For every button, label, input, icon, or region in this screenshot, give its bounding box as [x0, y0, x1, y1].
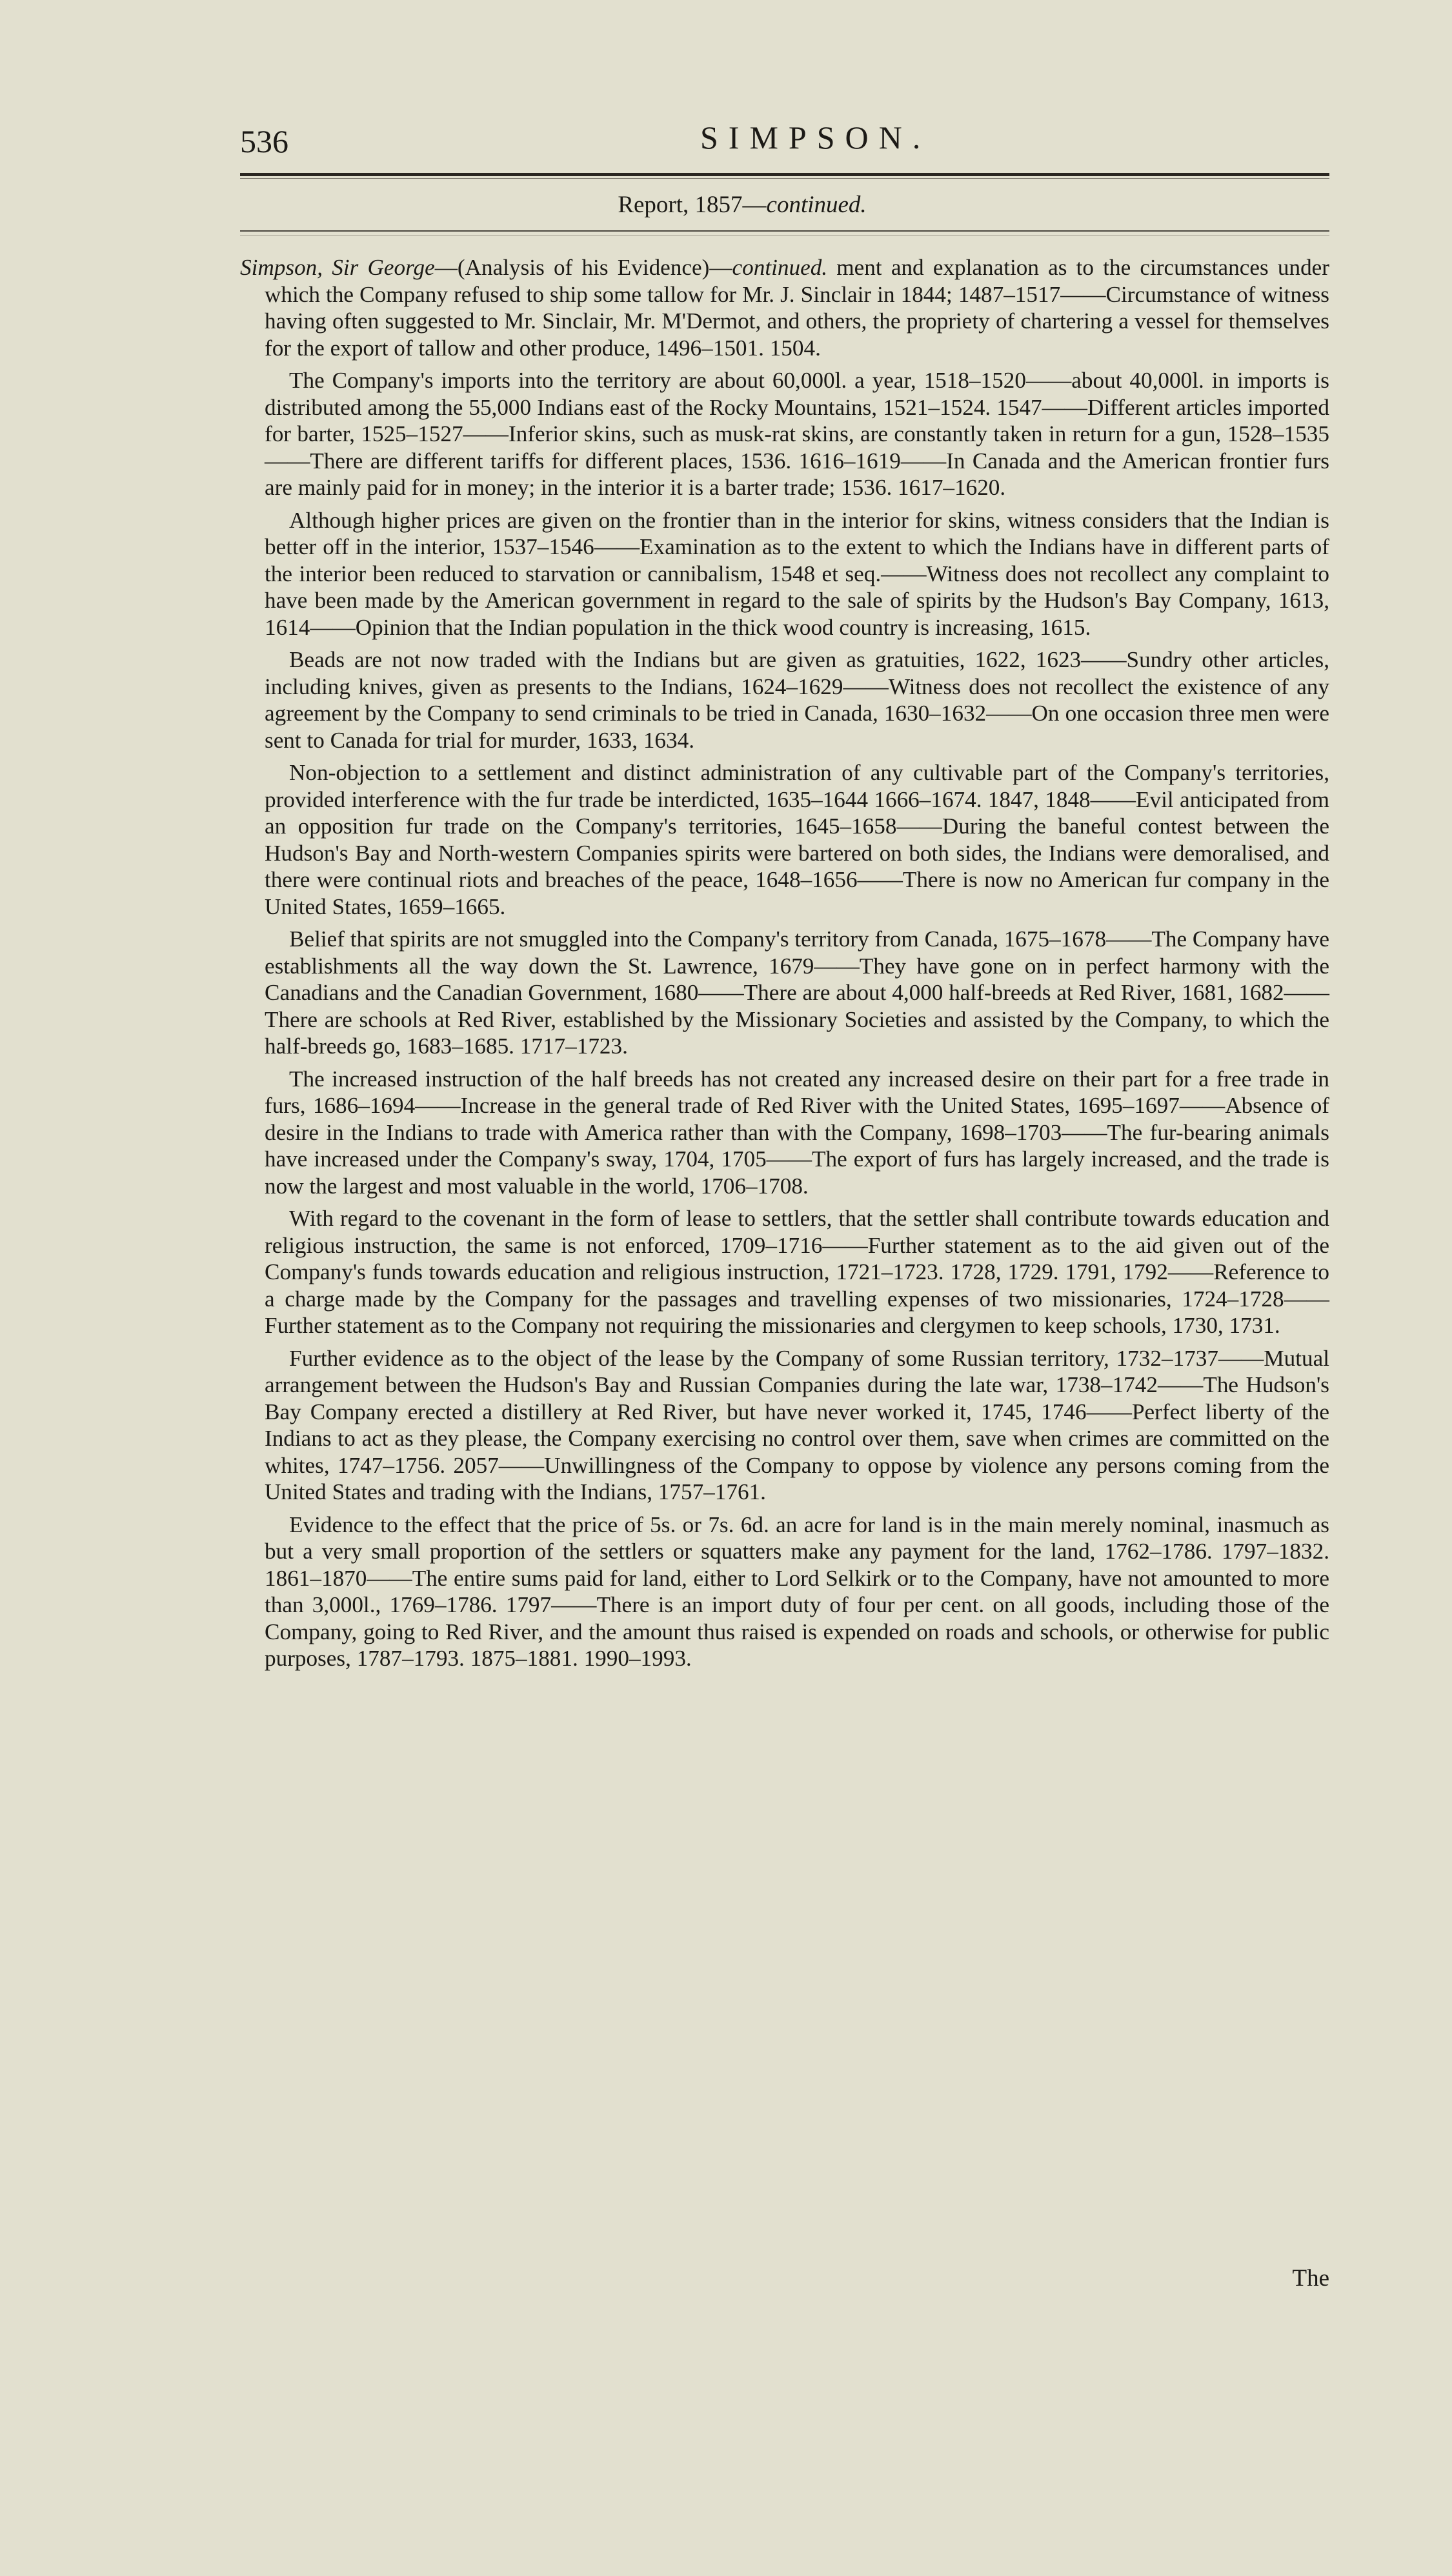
paragraph: Evidence to the effect that the price of 5s. or 7s. 6d. an acre for land is in the main merely nominal, inasmuch as but a very small proportion of the settlers or squatters make any payment for the land, 1762–1786. 1797–1832. 1861–1870——The entire sums paid for land, either to Lord Selkirk or to the Company, have not amounted to more than 3,000l., 1769–1786. 1797——There is an import duty of four per cent. on all goods, including those of the Company, going to Red River, and the amount thus raised is expended on roads and schools, or otherwise for public purposes, 1787–1793. 1875–1881. 1990–1993.: [265, 1512, 1329, 1671]
paragraph: The increased instruction of the half breeds has not created any increased desire on their part for a free trade in furs, 1686–1694——Increase in the general trade of Red River with the United States, 1695–1697——Absence of desire in the Indians to trade with America rather than with the Company, 1698–1703——The fur-bearing animals have increased under the Company's sway, 1704, 1705——The export of furs has largely increased, and the trade is now the largest and most valuable in the world, 1706–1708.: [265, 1066, 1329, 1199]
entry-lead-paragraph: [240, 254, 1329, 361]
catchword: The: [1292, 2265, 1329, 2291]
paragraph: With regard to the covenant in the form of lease to settlers, that the settler shall contribute towards education and religious instruction, the same is not enforced, 1709–1716——Further statement as to the aid given out of the Company's funds towards education and religious instruction, 1721–1723. 1728, 1729. 1791, 1792——Reference to a charge made by the Company for the passages and travelling expenses of two missionaries, 1724–1728——Further statement as to the Company not requiring the missionaries and clergymen to keep schools, 1730, 1731.: [265, 1206, 1329, 1338]
report-subheading: Report, 1857—continued.: [618, 192, 867, 218]
report-label: Report, 1857: [618, 192, 743, 218]
running-title: SIMPSON.: [700, 119, 931, 155]
paragraph: Further evidence as to the object of the lease by the Company of some Russian territory, 1732–1737——Mutual arrangement between the Hudson's Bay and Russian Companies during the late war, 1738–1742——The Hudson's Bay Company erected a distillery at Red River, but have never worked it, 1745, 1746——Perfect liberty of the Indians to act as they please, the Company exercising no control over them, save when crimes are committed on the whites, 1747–1756. 2057——Unwillingness of the Company to oppose by violence any persons coming from the United States and trading with the Indians, 1757–1761.: [265, 1345, 1329, 1504]
paragraph: Although higher prices are given on the frontier than in the interior for skins, witness considers that the Indian is better off in the interior, 1537–1546——Examination as to the extent to which the Indians have in different parts of the interior been reduced to starvation or cannibalism, 1548 et seq.——Witness does not recollect any complaint to have been made by the American government in regard to the sale of spirits by the Hudson's Bay Company, 1613, 1614——Opinion that the Indian population in the thick wood country is increasing, 1615.: [265, 507, 1329, 640]
paragraph: Non-objection to a settlement and distinct administration of any cultivable part of the Company's territories, provided interference with the fur trade be interdicted, 1635–1644 1666–1674. 1847, 1848——Evil anticipated from an opposition fur trade on the Company's territories, 1645–1658——During the baneful contest between the Hudson's Bay and North-western Companies spirits were bartered on both sides, the Indians were demoralised, and there were continual riots and breaches of the peace, 1648–1656——There is now no American fur company in the United States, 1659–1665.: [265, 760, 1329, 919]
paragraph: Belief that spirits are not smuggled into the Company's territory from Canada, 1675–1678——The Company have establishments all the way down the St. Lawrence, 1679——They have gone on in perfect harmony with the Canadians and the Canadian Government, 1680——There are about 4,000 half-breeds at Red River, 1681, 1682——There are schools at Red River, established by the Missionary Societies and assisted by the Company, to which the half-breeds go, 1683–1685. 1717–1723.: [265, 926, 1329, 1059]
entry-analysis: —(Analysis of his Evidence)—: [434, 255, 732, 280]
header-rule: [240, 173, 1329, 176]
header-rule-thin: [240, 178, 1329, 179]
document-body: [240, 254, 1329, 1678]
entry-first-text: ment and explanation as to the circumstances under which the Company refused to ship some tallow for Mr. J. Sinclair in 1844; 1487–1517——Circumstance of witness having often suggested to Mr. Sinclair, Mr. M'Dermot, and others, the propriety of chartering a vessel for themselves for the export of tallow and other produce, 1496–1501. 1504.: [265, 255, 1329, 361]
paragraph: Beads are not now traded with the Indians but are given as gratuities, 1622, 1623——Sundry other articles, including knives, given as presents to the Indians, 1624–1629——Witness does not recollect the existence of any agreement by the Company to send criminals to be tried in Canada, 1630–1632——On one occasion three men were sent to Canada for trial for murder, 1633, 1634.: [265, 647, 1329, 753]
subheading-rule: [240, 230, 1329, 232]
report-continued: continued.: [766, 192, 867, 218]
entry-continued: continued.: [732, 255, 828, 280]
page-number: 536: [240, 123, 288, 159]
paragraph: The Company's imports into the territory are about 60,000l. a year, 1518–1520——about 40,000l. in imports is distributed among the 55,000 Indians east of the Rocky Mountains, 1521–1524. 1547——Different articles imported for barter, 1525–1527——Inferior skins, such as musk-rat skins, are constantly taken in return for a gun, 1528–1535——There are different tariffs for different places, 1536. 1616–1619——In Canada and the American frontier furs are mainly paid for in money; in the interior it is a barter trade; 1536. 1617–1620.: [265, 368, 1329, 500]
entry-name: Simpson, Sir George: [240, 255, 435, 280]
